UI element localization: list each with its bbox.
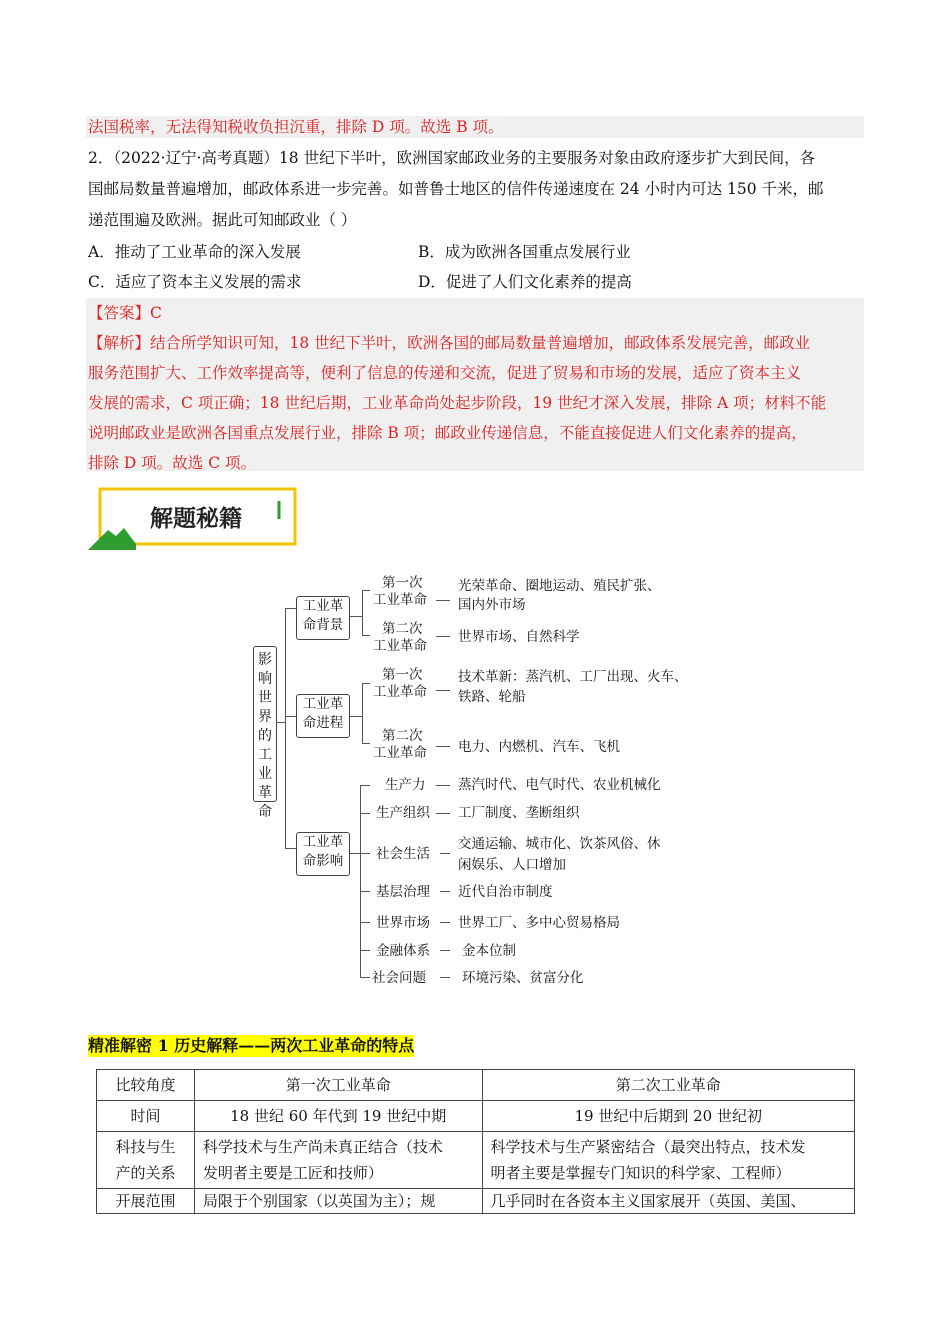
banner-title: 解题秘籍 <box>150 506 242 532</box>
table-cell: 科技与生 产的关系 <box>97 1132 195 1189</box>
bg-second-label-2: 工业革命 <box>373 638 427 654</box>
table-row <box>97 1101 855 1132</box>
analysis-line-5: 排除 D 项。故选 C 项。 <box>88 454 256 472</box>
table-cell: 局限于个别国家（以英国为主）；规 <box>194 1189 482 1214</box>
impact-key-organization: 生产组织 <box>376 805 430 821</box>
impact-value-social-life-1: 交通运输、城市化、饮茶风俗、休 <box>458 836 661 852</box>
table-cell: 时间 <box>97 1101 195 1132</box>
analysis-line-1: 【解析】结合所学知识可知，18 世纪下半叶，欧洲各国的邮局数量普遍增加，邮政体系发展完善，邮政业 <box>88 334 811 352</box>
answer-tag: 【答案】 <box>88 304 151 322</box>
answer-value: C <box>150 304 162 322</box>
impact-key-productivity: 生产力 <box>385 777 426 793</box>
table-row <box>97 1132 855 1189</box>
impact-key-finance: 金融体系 <box>376 943 430 959</box>
analysis-line-2: 服务范围扩大、工作效率提高等，便利了信息的传递和交流，促进了贸易和市场的发展，适应了资本主义 <box>88 364 802 382</box>
mindmap-process-node: 工业革 命进程 <box>296 694 350 738</box>
bg-second-desc: 世界市场、自然科学 <box>458 629 580 645</box>
analysis-tag: 【解析】 <box>88 334 151 352</box>
proc-first-label-1: 第一次 <box>382 667 423 683</box>
option-c: C．适应了资本主义发展的需求 <box>88 273 302 291</box>
impact-key-world-market: 世界市场 <box>376 915 430 931</box>
option-b: B．成为欧洲各国重点发展行业 <box>418 243 631 261</box>
table-cell: 几乎同时在各资本主义国家展开（英国、美国、 <box>482 1189 854 1214</box>
table-cell: 科学技术与生产尚未真正结合（技术 发明者主要是工匠和技师） <box>194 1132 482 1189</box>
question-line-2: 国邮局数量普遍增加，邮政体系进一步完善。如普鲁士地区的信件传递速度在 24 小时内可达 150 千米，邮 <box>88 180 824 198</box>
impact-key-social-problems: 社会问题 <box>372 970 426 986</box>
impact-value-governance: 近代自治市制度 <box>458 884 553 900</box>
table-cell: 科学技术与生产紧密结合（最突出特点，技术发 明者主要是掌握专门知识的科学家、工程师） <box>482 1132 854 1189</box>
impact-key-social-life: 社会生活 <box>376 846 430 862</box>
proc-second-label-1: 第二次 <box>382 728 423 744</box>
table-header: 第一次工业革命 <box>194 1070 482 1101</box>
proc-second-label-2: 工业革命 <box>373 745 427 761</box>
mindmap-impact-node: 工业革 命影响 <box>296 832 350 876</box>
bg-first-label-2: 工业革命 <box>373 592 427 608</box>
table-row <box>97 1189 855 1214</box>
question-line-3: 递范围遍及欧洲。据此可知邮政业（ ） <box>88 211 357 229</box>
impact-value-organization: 工厂制度、垄断组织 <box>458 805 580 821</box>
proc-first-label-2: 工业革命 <box>373 684 427 700</box>
analysis-line-3: 发展的需求，C 项正确；18 世纪后期，工业革命尚处起步阶段，19 世纪才深入发展，排除 A 项；材料不能 <box>88 394 827 412</box>
option-d: D．促进了人们文化素养的提高 <box>418 273 632 291</box>
bg-first-desc-2: 国内外市场 <box>458 597 526 613</box>
impact-value-social-life-2: 闲娱乐、人口增加 <box>458 857 566 873</box>
secret-heading: 精准解密 1 历史解释——两次工业革命的特点 <box>88 1036 415 1055</box>
impact-value-finance: 金本位制 <box>462 943 516 959</box>
impact-value-social-problems: 环境污染、贫富分化 <box>462 970 584 986</box>
table-cell: 18 世纪 60 年代到 19 世纪中期 <box>194 1101 482 1132</box>
proc-second-desc: 电力、内燃机、汽车、飞机 <box>458 739 620 755</box>
bg-second-label-1: 第二次 <box>382 621 423 637</box>
analysis-line-4: 说明邮政业是欧洲各国重点发展行业，排除 B 项；邮政业传递信息，不能直接促进人们文化素养的提高， <box>88 424 807 442</box>
bg-first-desc-1: 光荣革命、圈地运动、殖民扩张、 <box>458 578 661 594</box>
previous-answer-tail: 法国税率，无法得知税收负担沉重，排除 D 项。故选 B 项。 <box>88 118 504 136</box>
option-a: A．推动了工业革命的深入发展 <box>88 243 301 261</box>
impact-key-governance: 基层治理 <box>376 884 430 900</box>
impact-value-world-market: 世界工厂、多中心贸易格局 <box>458 915 620 931</box>
table-cell: 19 世纪中后期到 20 世纪初 <box>482 1101 854 1132</box>
proc-first-desc-2: 铁路、轮船 <box>458 689 526 705</box>
mindmap-root: 影响世界的工业革命 <box>253 646 277 802</box>
table-header-row <box>97 1070 855 1101</box>
impact-value-productivity: 蒸汽时代、电气时代、农业机械化 <box>458 777 661 793</box>
table-header: 第二次工业革命 <box>482 1070 854 1101</box>
table-cell: 开展范围 <box>97 1189 195 1214</box>
table-header: 比较角度 <box>97 1070 195 1101</box>
bg-first-label-1: 第一次 <box>382 575 423 591</box>
comparison-table <box>96 1069 855 1214</box>
question-line-1: 2．（2022·辽宁·高考真题）18 世纪下半叶，欧洲国家邮政业务的主要服务对象由政府逐步扩大到民间，各 <box>88 149 816 167</box>
proc-first-desc-1: 技术革新：蒸汽机、工厂出现、火车、 <box>458 669 688 685</box>
mindmap-background-node: 工业革 命背景 <box>296 596 350 640</box>
